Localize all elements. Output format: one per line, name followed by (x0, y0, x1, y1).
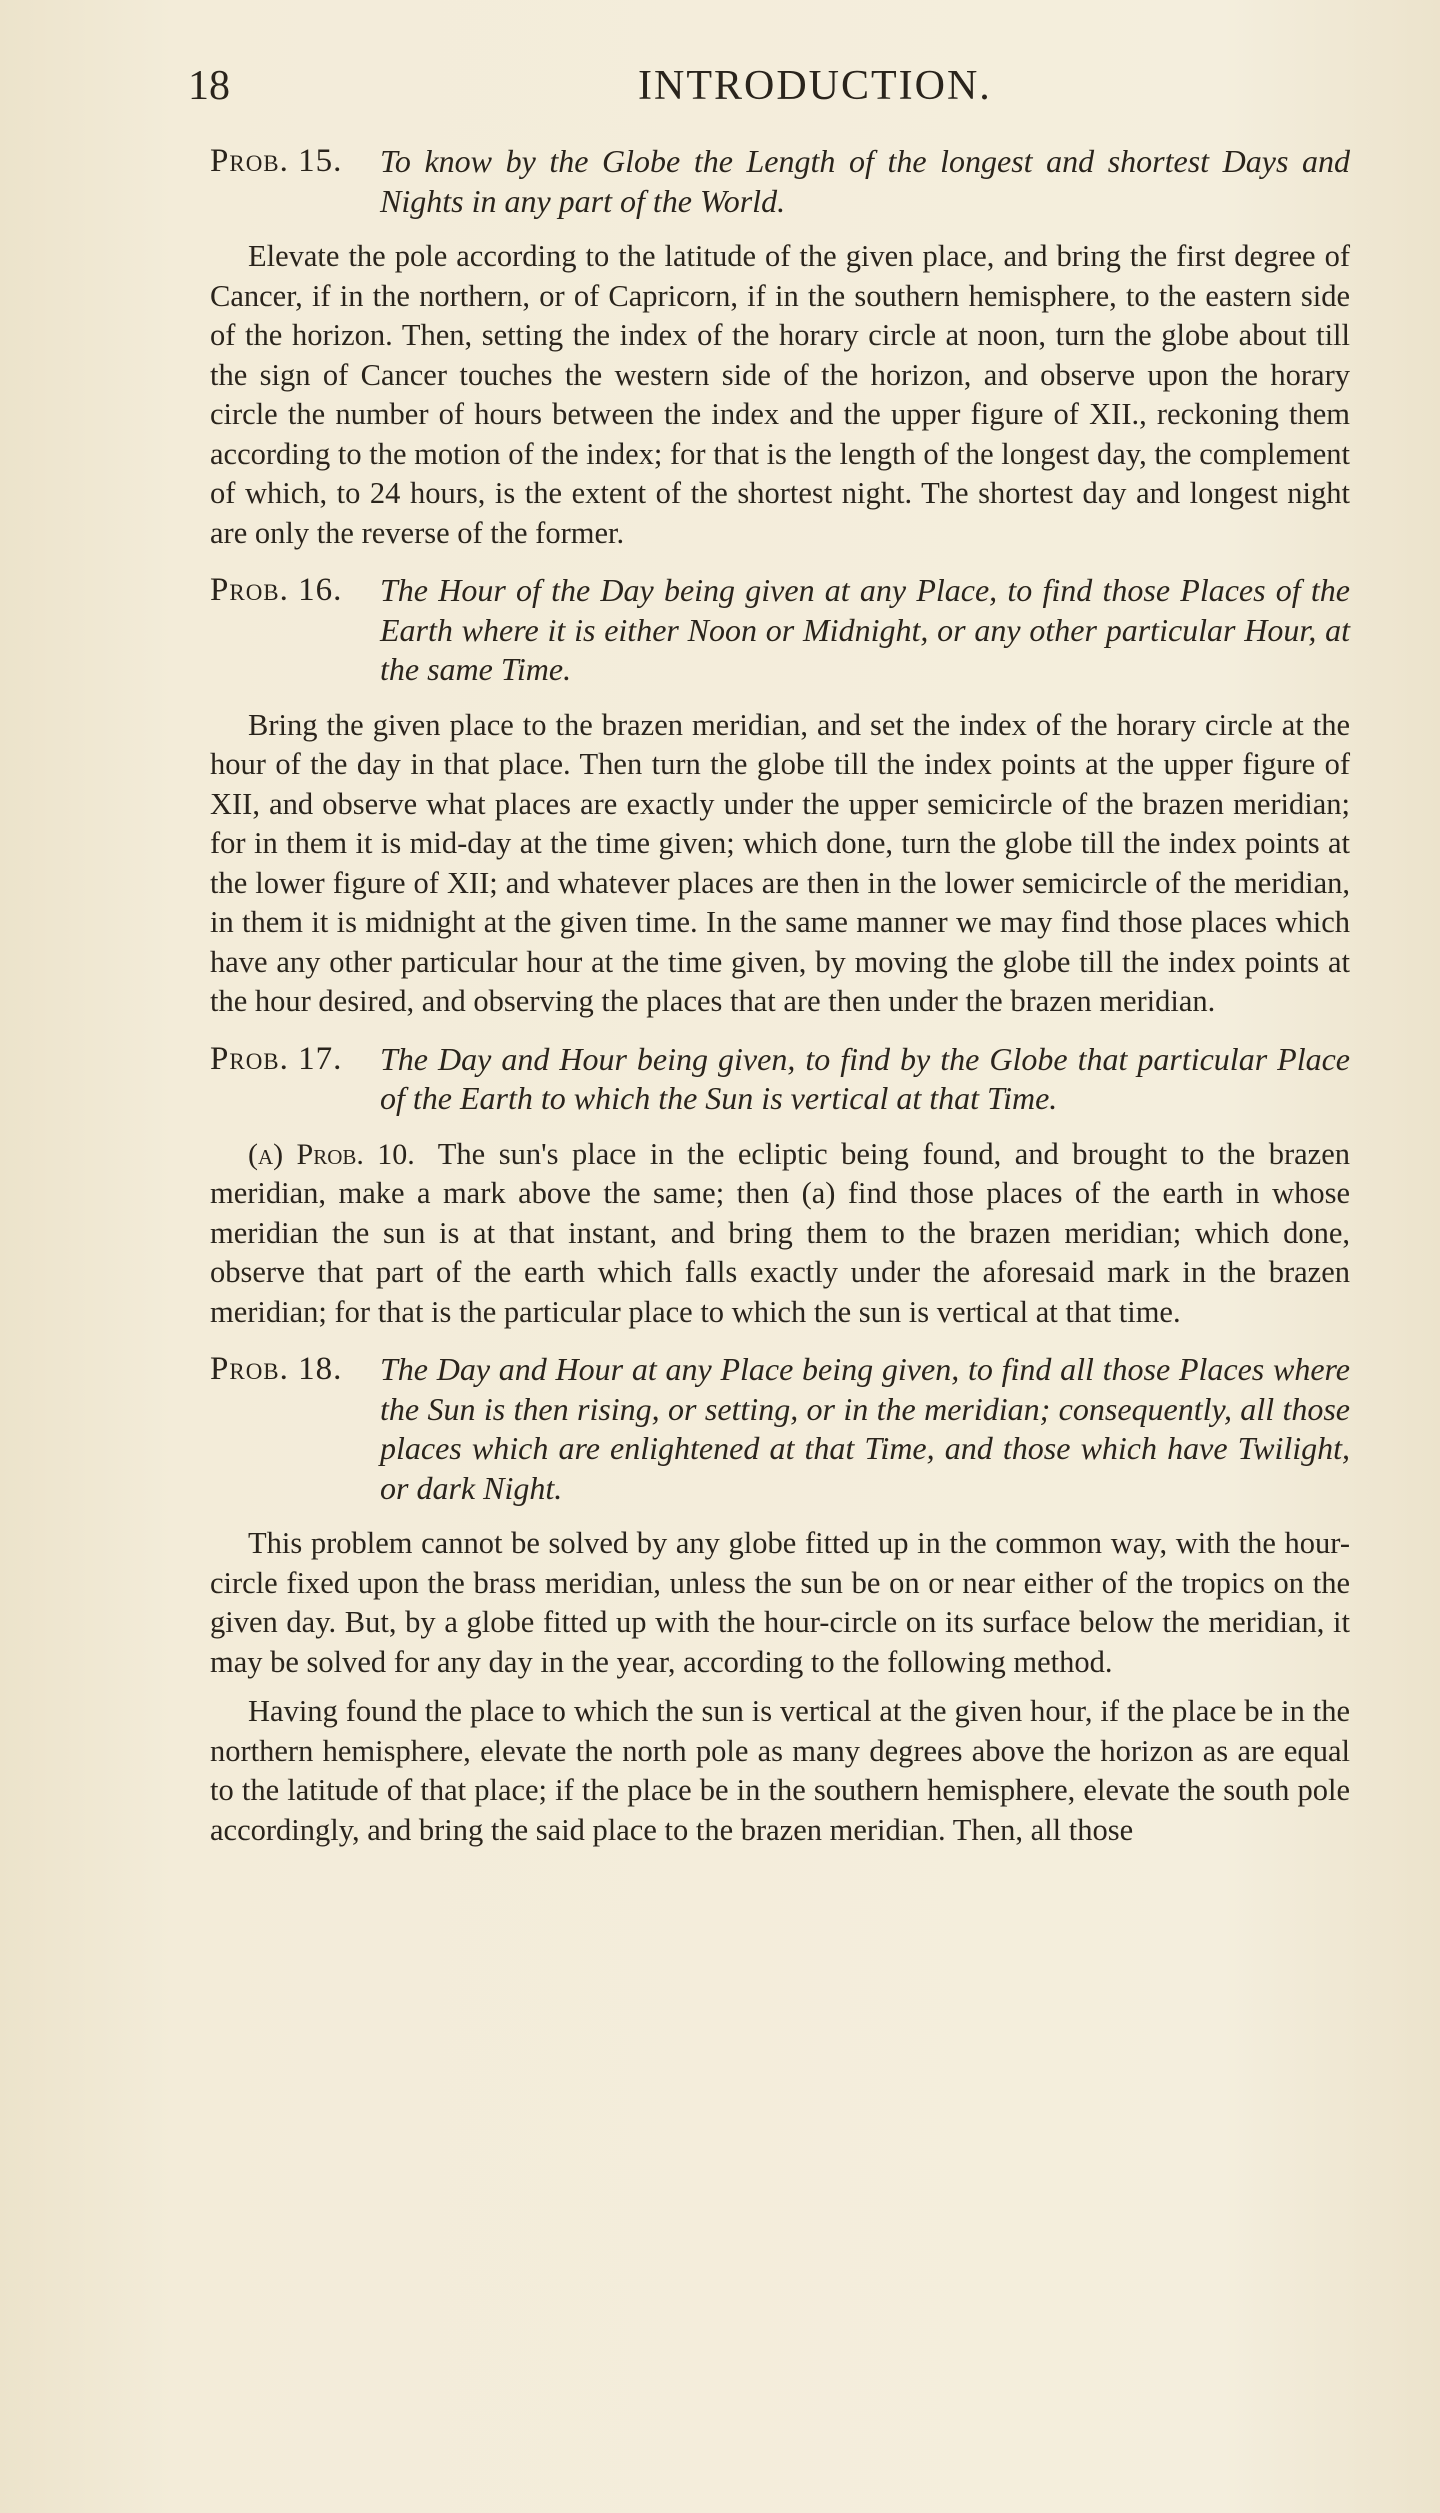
problem-label: Prob. 15. (210, 143, 343, 179)
problem-title: The Day and Hour at any Place being given, to find all those Places where the Sun is then rising, or setting, or in the meridian; consequently, all those places which are enlightened at that Time, and those which have Twilight, or dark Night. (380, 1351, 1350, 1506)
problem-17-text: The sun's place in the ecliptic being found, and brought to the brazen meridian, make a mark above the same; then (a) find those places of the earth in whose meridian the sun is at that instant, and bring them to the brazen meridian; which done, observe that part of the earth which falls exactly under the aforesaid mark in the brazen meridian; for that is the particular place to which the sun is vertical at that time. (210, 1136, 1351, 1329)
problem-title: The Day and Hour being given, to find by the Globe that particular Place of the Earth to which the Sun is vertical at that Time. (380, 1040, 1350, 1116)
page-number: 18 (188, 63, 230, 109)
problem-label: Prob. 16. (210, 572, 343, 608)
problem-label: Prob. 17. (210, 1040, 343, 1077)
problem-15-heading (210, 142, 1350, 221)
running-title: INTRODUCTION. (638, 63, 992, 109)
problem-18-heading (210, 1350, 1350, 1508)
problem-15-paragraph: Elevate the pole according to the latitude of the given place, and bring the first degree of Cancer, if in the northern, or of Capricorn, if in the southern hemisphere, to the eastern side of the horizon. Then, setting the index of the horary circle at noon, turn the globe about till the sign of Cancer touches the western side of the horizon, and observe upon the horary circle the number of hours between the index and the upper figure of XII., reckoning them according to the motion of the index; for that is the length of the longest day, the complement of which, to 24 hours, is the extent of the shortest night. The shortest day and longest night are only the reverse of the former. (210, 239, 1350, 550)
problem-title: To know by the Globe the Length of the longest and shortest Days and Nights in any part of the World. (380, 143, 1350, 219)
problem-18-paragraph-1: This problem cannot be solved by any globe fitted up in the common way, with the hour-circle fixed upon the brass meridian, unless the sun be on or near either of the tropics on the given day. But, by a globe fitted up with the hour-circle on its surface below the meridian, it may be solved for any day in the year, according to the following method. (210, 1526, 1350, 1679)
page-header (188, 62, 1368, 122)
margin-reference: (a) Prob. 10. (248, 1137, 415, 1171)
problem-18-paragraph-2: Having found the place to which the sun is vertical at the given hour, if the place be in the northern hemisphere, elevate the north pole as many degrees above the horizon as are equal to the latitude of that place; if the place be in the southern hemisphere, elevate the south pole accordingly, and bring the said place to the brazen meridian. Then, all those (210, 1694, 1350, 1847)
problem-17-paragraph (210, 1135, 1350, 1333)
problem-label: Prob. 18. (210, 1351, 343, 1387)
problem-title: The Hour of the Day being given at any Place, to find those Places of the Earth where it is either Noon or Midnight, or any other particular Hour, at the same Time. (380, 572, 1350, 687)
body-text (210, 142, 1350, 1860)
problem-16-paragraph: Bring the given place to the brazen meridian, and set the index of the horary circle at the hour of the day in that place. Then turn the globe till the index points at the upper figure of XII, and observe what places are exactly under the upper semicircle of the brazen meridian; for in them it is mid-day at the time given; which done, turn the globe till the index points at the lower figure of XII; and whatever places are then in the lower semicircle of the meridian, in them it is midnight at the given time. In the same manner we may find those places which have any other particular hour at the time given, by moving the globe till the index points at the hour desired, and observing the places that are then under the brazen meridian. (210, 707, 1350, 1018)
problem-16-heading (210, 571, 1350, 690)
problem-17-heading (210, 1040, 1350, 1119)
